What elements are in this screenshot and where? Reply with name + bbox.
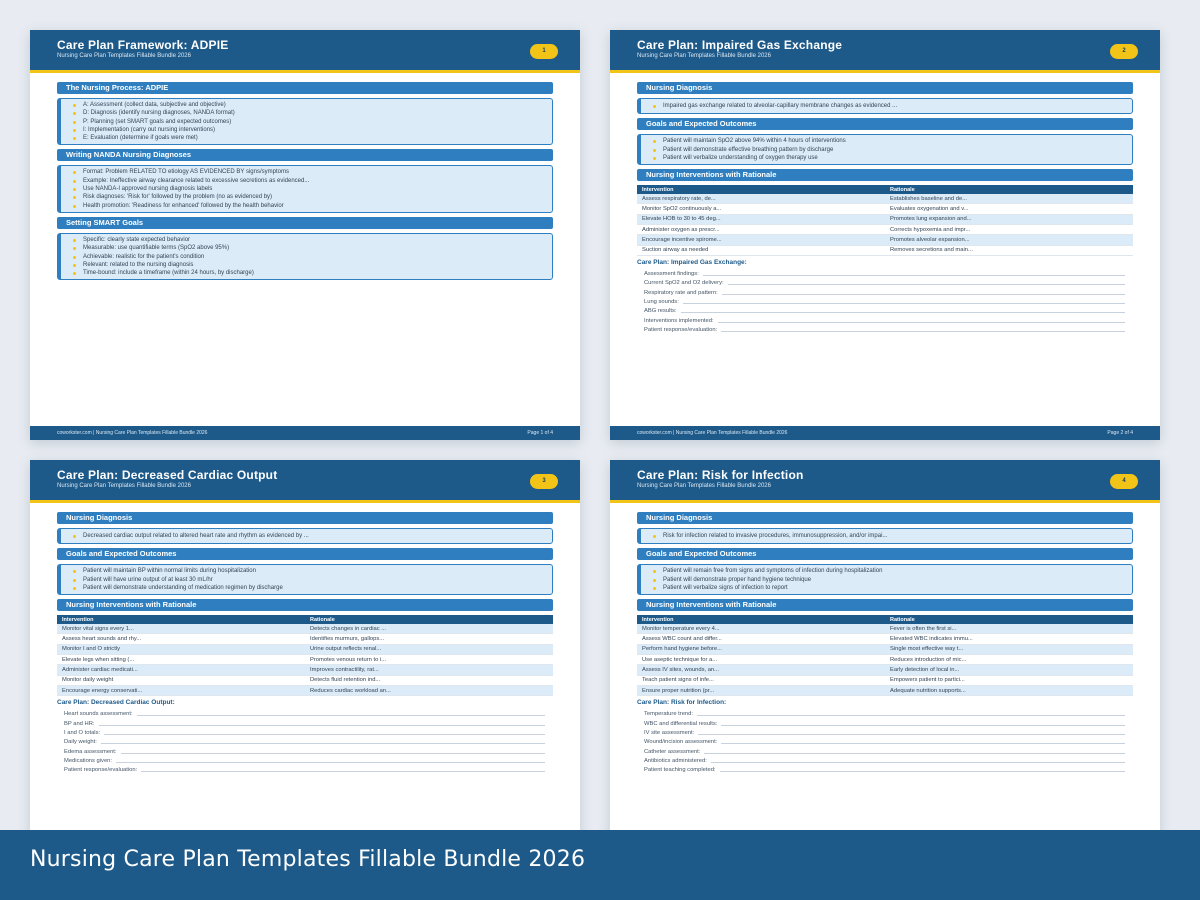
table-row [637,644,1133,654]
goals-heading: Goals and Expected Outcomes [637,548,1133,560]
form-field[interactable] [637,717,1133,726]
table-row [637,634,1133,644]
rationale-cell: Urine output reflects renal... [305,644,553,654]
form-title: Care Plan: Risk for Infection: [637,699,727,707]
bullet-list [651,532,1124,540]
fill-line[interactable] [116,762,545,763]
fill-line[interactable] [711,762,1125,763]
form-title: Care Plan: Decreased Cardiac Output: [57,699,175,707]
page-header [30,460,580,503]
page-4-risk-for-infection [610,460,1160,840]
intervention-cell: Monitor daily weight [57,675,305,685]
table-row [637,204,1133,214]
rationale-cell: Removes secretions and main... [885,245,1133,255]
page-title: Care Plan: Risk for Infection [637,468,804,482]
form-field[interactable] [637,305,1133,314]
fill-line[interactable] [101,743,545,744]
banner-title: Nursing Care Plan Templates Fillable Bundle 2026 [30,847,586,872]
fill-line[interactable] [99,725,545,726]
page-subtitle: Nursing Care Plan Templates Fillable Bundle 2026 [637,53,771,59]
goal-item: Patient will remain free from signs and symptoms of infection during hospitalization [651,567,1124,575]
bullet-list [651,102,1124,110]
table-row [637,235,1133,245]
rationale-cell: Improves contractility, rat... [305,665,553,675]
page-footer [610,426,1160,440]
bullet-list [71,236,544,277]
rationale-cell: Early detection of local in... [885,665,1133,675]
footer-page-number: Page 2 of 4 [1107,430,1133,436]
rationale-cell: Fever is often the first si... [885,624,1133,634]
page-body [610,503,1160,773]
list-item: Specific: clearly state expected behavior [71,236,544,244]
fill-line[interactable] [703,275,1125,276]
intervention-cell: Monitor temperature every 4... [637,624,885,634]
form-label: Assessment findings: [644,271,699,278]
intervention-cell: Perform hand hygiene before... [637,644,885,654]
fill-line[interactable] [104,734,545,735]
form-label: Heart sounds assessment: [64,711,133,718]
table-row [637,214,1133,224]
list-item: Measurable: use quantifiable terms (SpO2 above 95%) [71,244,544,252]
form-title: Care Plan: Impaired Gas Exchange: [637,258,747,266]
bullet-list [651,137,1124,162]
table-row [57,634,553,644]
fill-line[interactable] [728,284,1125,285]
intervention-cell: Suction airway as needed [637,245,885,255]
rationale-cell: Single most effective way t... [885,644,1133,654]
interventions-table [57,615,553,696]
table-row [637,245,1133,255]
fill-line[interactable] [683,303,1125,304]
rationale-cell: Detects changes in cardiac ... [305,624,553,634]
diagnosis-box [57,528,553,544]
form-label: Respiratory rate and pattern: [644,289,718,296]
goals-box [637,564,1133,595]
list-item: Relevant: related to the nursing diagnosis [71,261,544,269]
fill-line[interactable] [721,331,1125,332]
form-field[interactable] [637,764,1133,773]
table-row [57,685,553,695]
form-field[interactable] [57,755,553,764]
rationale-cell: Evaluates oxygenation and v... [885,204,1133,214]
fill-line[interactable] [722,294,1125,295]
form-label: ABG results: [644,308,677,315]
table-row [637,665,1133,675]
form-label: Medications given: [64,757,113,764]
form-field[interactable] [637,268,1133,277]
form-label: Temperature trend: [644,711,693,718]
goals-box [637,134,1133,165]
intervention-cell: Assess IV sites, wounds, an... [637,665,885,675]
form-label: Edema assessment: [64,748,117,755]
form-label: Patient teaching completed: [644,767,716,774]
form-label: IV site assessment: [644,730,695,737]
table-row [57,675,553,685]
goal-item: Patient will maintain SpO2 above 94% within 4 hours of interventions [651,137,1124,145]
interventions-heading: Nursing Interventions with Rationale [637,599,1133,611]
section-box [57,98,553,145]
list-item: Achievable: realistic for the patient's condition [71,253,544,261]
bullet-list [71,567,544,592]
diagnosis-heading: Nursing Diagnosis [57,512,553,524]
intervention-cell: Ensure proper nutrition (pr... [637,685,885,695]
list-item: Risk diagnoses: 'Risk for' followed by the problem (no as evidenced by) [71,193,544,201]
section-heading: Setting SMART Goals [57,217,553,229]
fill-line[interactable] [121,753,545,754]
rationale-cell: Detects fluid retention ind... [305,675,553,685]
form-label: I and O totals: [64,730,101,737]
form-label: Catheter assessment: [644,748,701,755]
form-label: Interventions implemented: [644,317,714,324]
form-field[interactable] [637,286,1133,295]
page-3-decreased-cardiac-output [30,460,580,840]
page-header [610,30,1160,73]
list-item: E: Evaluation (determine if goals were met) [71,134,544,142]
rationale-cell: Reduces cardiac workload an... [305,685,553,695]
form-label: Patient response/evaluation: [64,767,138,774]
form-field[interactable] [57,727,553,736]
intervention-cell: Elevate HOB to 30 to 45 deg... [637,214,885,224]
rationale-cell: Empowers patient to partici... [885,675,1133,685]
column-header: Rationale [885,615,1133,624]
page-body [30,73,580,280]
page-body [30,503,580,773]
interventions-table [637,185,1133,256]
intervention-cell: Assess heart sounds and rhy... [57,634,305,644]
diagnosis-box [637,528,1133,544]
page-number-badge: 1 [530,44,558,59]
page-header [30,30,580,73]
page-title: Care Plan: Impaired Gas Exchange [637,38,843,52]
form-field[interactable] [57,736,553,745]
intervention-cell: Administer oxygen as prescr... [637,225,885,235]
fill-line[interactable] [720,771,1125,772]
list-item: I: Implementation (carry out nursing interventions) [71,126,544,134]
fill-line[interactable] [141,771,545,772]
footer-source: coworkster.com | Nursing Care Plan Templates Fillable Bundle 2026 [637,430,788,436]
rationale-cell: Elevated WBC indicates immu... [885,634,1133,644]
goals-heading: Goals and Expected Outcomes [57,548,553,560]
intervention-cell: Monitor I and O strictly [57,644,305,654]
diagnosis-text: Risk for infection related to invasive procedures, immunosuppression, and/or impai... [651,532,1124,540]
intervention-cell: Assess WBC count and differ... [637,634,885,644]
bullet-list [71,101,544,142]
form-label: WBC and differential results: [644,720,718,727]
table-header-row [637,615,1133,624]
list-item: Health promotion: 'Readiness for enhanced' followed by the health behavior [71,202,544,210]
form-field[interactable] [637,755,1133,764]
page-2-impaired-gas-exchange [610,30,1160,440]
form-label: BP and HR: [64,720,95,727]
table-row [637,225,1133,235]
product-banner [0,830,1200,900]
list-item: Format: Problem RELATED TO etiology AS EVIDENCED BY signs/symptoms [71,168,544,176]
list-item: A: Assessment (collect data, subjective and objective) [71,101,544,109]
diagnosis-box [637,98,1133,114]
rationale-cell: Corrects hypoxemia and impr... [885,225,1133,235]
form-label: Patient response/evaluation: [644,326,718,333]
page-footer [30,426,580,440]
intervention-cell: Use aseptic technique for a... [637,655,885,665]
page-header [610,460,1160,503]
form-field[interactable] [57,717,553,726]
diagnosis-heading: Nursing Diagnosis [637,512,1133,524]
form-label: Antibiotics administered: [644,757,707,764]
goal-item: Patient will verbalize understanding of oxygen therapy use [651,154,1124,162]
goal-item: Patient will demonstrate proper hand hygiene technique [651,576,1124,584]
table-row [637,685,1133,695]
intervention-cell: Assess respiratory rate, de... [637,194,885,204]
form-field[interactable] [637,745,1133,754]
intervention-cell: Encourage energy conservati... [57,685,305,695]
form-field[interactable] [637,324,1133,333]
interventions-heading: Nursing Interventions with Rationale [637,169,1133,181]
page-subtitle: Nursing Care Plan Templates Fillable Bundle 2026 [637,483,771,489]
column-header: Intervention [57,615,305,624]
fill-line[interactable] [704,753,1125,754]
form-field[interactable] [637,727,1133,736]
column-header: Intervention [637,185,885,194]
column-header: Rationale [885,185,1133,194]
section-heading: Writing NANDA Nursing Diagnoses [57,149,553,161]
diagnosis-text: Decreased cardiac output related to altered heart rate and rhythm as evidenced by ... [71,532,544,540]
intervention-cell: Monitor vital signs every 1... [57,624,305,634]
fill-line[interactable] [721,743,1125,744]
page-1-framework [30,30,580,440]
goal-item: Patient will have urine output of at least 30 mL/hr [71,576,544,584]
page-number-badge: 3 [530,474,558,489]
form-field[interactable] [637,708,1133,717]
goal-item: Patient will maintain BP within normal limits during hospitalization [71,567,544,575]
table-row [57,655,553,665]
table-row [637,655,1133,665]
rationale-cell: Promotes venous return to i... [305,655,553,665]
section-box [57,233,553,280]
fill-line[interactable] [697,715,1125,716]
page-subtitle: Nursing Care Plan Templates Fillable Bundle 2026 [57,53,191,59]
page-body [610,73,1160,333]
list-item: P: Planning (set SMART goals and expected outcomes) [71,118,544,126]
list-item: D: Diagnosis (identify nursing diagnoses, NANDA format) [71,109,544,117]
rationale-cell: Adequate nutrition supports... [885,685,1133,695]
footer-page-number: Page 1 of 4 [527,430,553,436]
page-title: Care Plan Framework: ADPIE [57,38,229,52]
intervention-cell: Elevate legs when sitting (... [57,655,305,665]
rationale-cell: Identifies murmurs, gallops... [305,634,553,644]
intervention-cell: Administer cardiac medicati... [57,665,305,675]
page-number-badge: 2 [1110,44,1138,59]
bullet-list [71,168,544,209]
table-row [637,675,1133,685]
intervention-cell: Monitor SpO2 continuously a... [637,204,885,214]
fill-line[interactable] [681,312,1125,313]
intervention-cell: Encourage incentive spirome... [637,235,885,245]
form-label: Current SpO2 and O2 delivery: [644,280,724,287]
footer-source: coworkster.com | Nursing Care Plan Templates Fillable Bundle 2026 [57,430,208,436]
fill-line[interactable] [698,734,1125,735]
fill-line[interactable] [721,725,1125,726]
page-number-badge: 4 [1110,474,1138,489]
bullet-list [651,567,1124,592]
column-header: Rationale [305,615,553,624]
table-row [637,194,1133,204]
table-row [57,644,553,654]
diagnosis-text: Impaired gas exchange related to alveolar-capillary membrane changes as evidenced ... [651,102,1124,110]
form-field[interactable] [637,296,1133,305]
goal-item: Patient will verbalize signs of infection to report [651,584,1124,592]
fill-line[interactable] [718,322,1125,323]
table-header-row [57,615,553,624]
list-item: Example: Ineffective airway clearance related to excessive secretions as evidenced... [71,177,544,185]
interventions-heading: Nursing Interventions with Rationale [57,599,553,611]
table-row [57,665,553,675]
interventions-table [637,615,1133,696]
fill-line[interactable] [137,715,545,716]
table-header-row [637,185,1133,194]
form-field[interactable] [57,708,553,717]
rationale-cell: Establishes baseline and de... [885,194,1133,204]
table-row [637,624,1133,634]
form-field[interactable] [637,277,1133,286]
list-item: Use NANDA-I approved nursing diagnosis labels [71,185,544,193]
table-row [57,624,553,634]
bullet-list [71,532,544,540]
form-field[interactable] [637,314,1133,323]
rationale-cell: Promotes lung expansion and... [885,214,1133,224]
goal-item: Patient will demonstrate effective breathing pattern by discharge [651,146,1124,154]
form-field[interactable] [57,745,553,754]
page-subtitle: Nursing Care Plan Templates Fillable Bundle 2026 [57,483,191,489]
list-item: Time-bound: include a timeframe (within 24 hours, by discharge) [71,269,544,277]
goals-heading: Goals and Expected Outcomes [637,118,1133,130]
form-field[interactable] [57,764,553,773]
column-header: Intervention [637,615,885,624]
form-field[interactable] [637,736,1133,745]
section-box [57,165,553,212]
goals-box [57,564,553,595]
page-title: Care Plan: Decreased Cardiac Output [57,468,278,482]
intervention-cell: Teach patient signs of infe... [637,675,885,685]
form-label: Wound/incision assessment: [644,739,718,746]
form-label: Daily weight: [64,739,97,746]
rationale-cell: Promotes alveolar expansion... [885,235,1133,245]
rationale-cell: Reduces introduction of mic... [885,655,1133,665]
section-heading: The Nursing Process: ADPIE [57,82,553,94]
goal-item: Patient will demonstrate understanding of medication regimen by discharge [71,584,544,592]
form-label: Lung sounds: [644,299,679,306]
diagnosis-heading: Nursing Diagnosis [637,82,1133,94]
